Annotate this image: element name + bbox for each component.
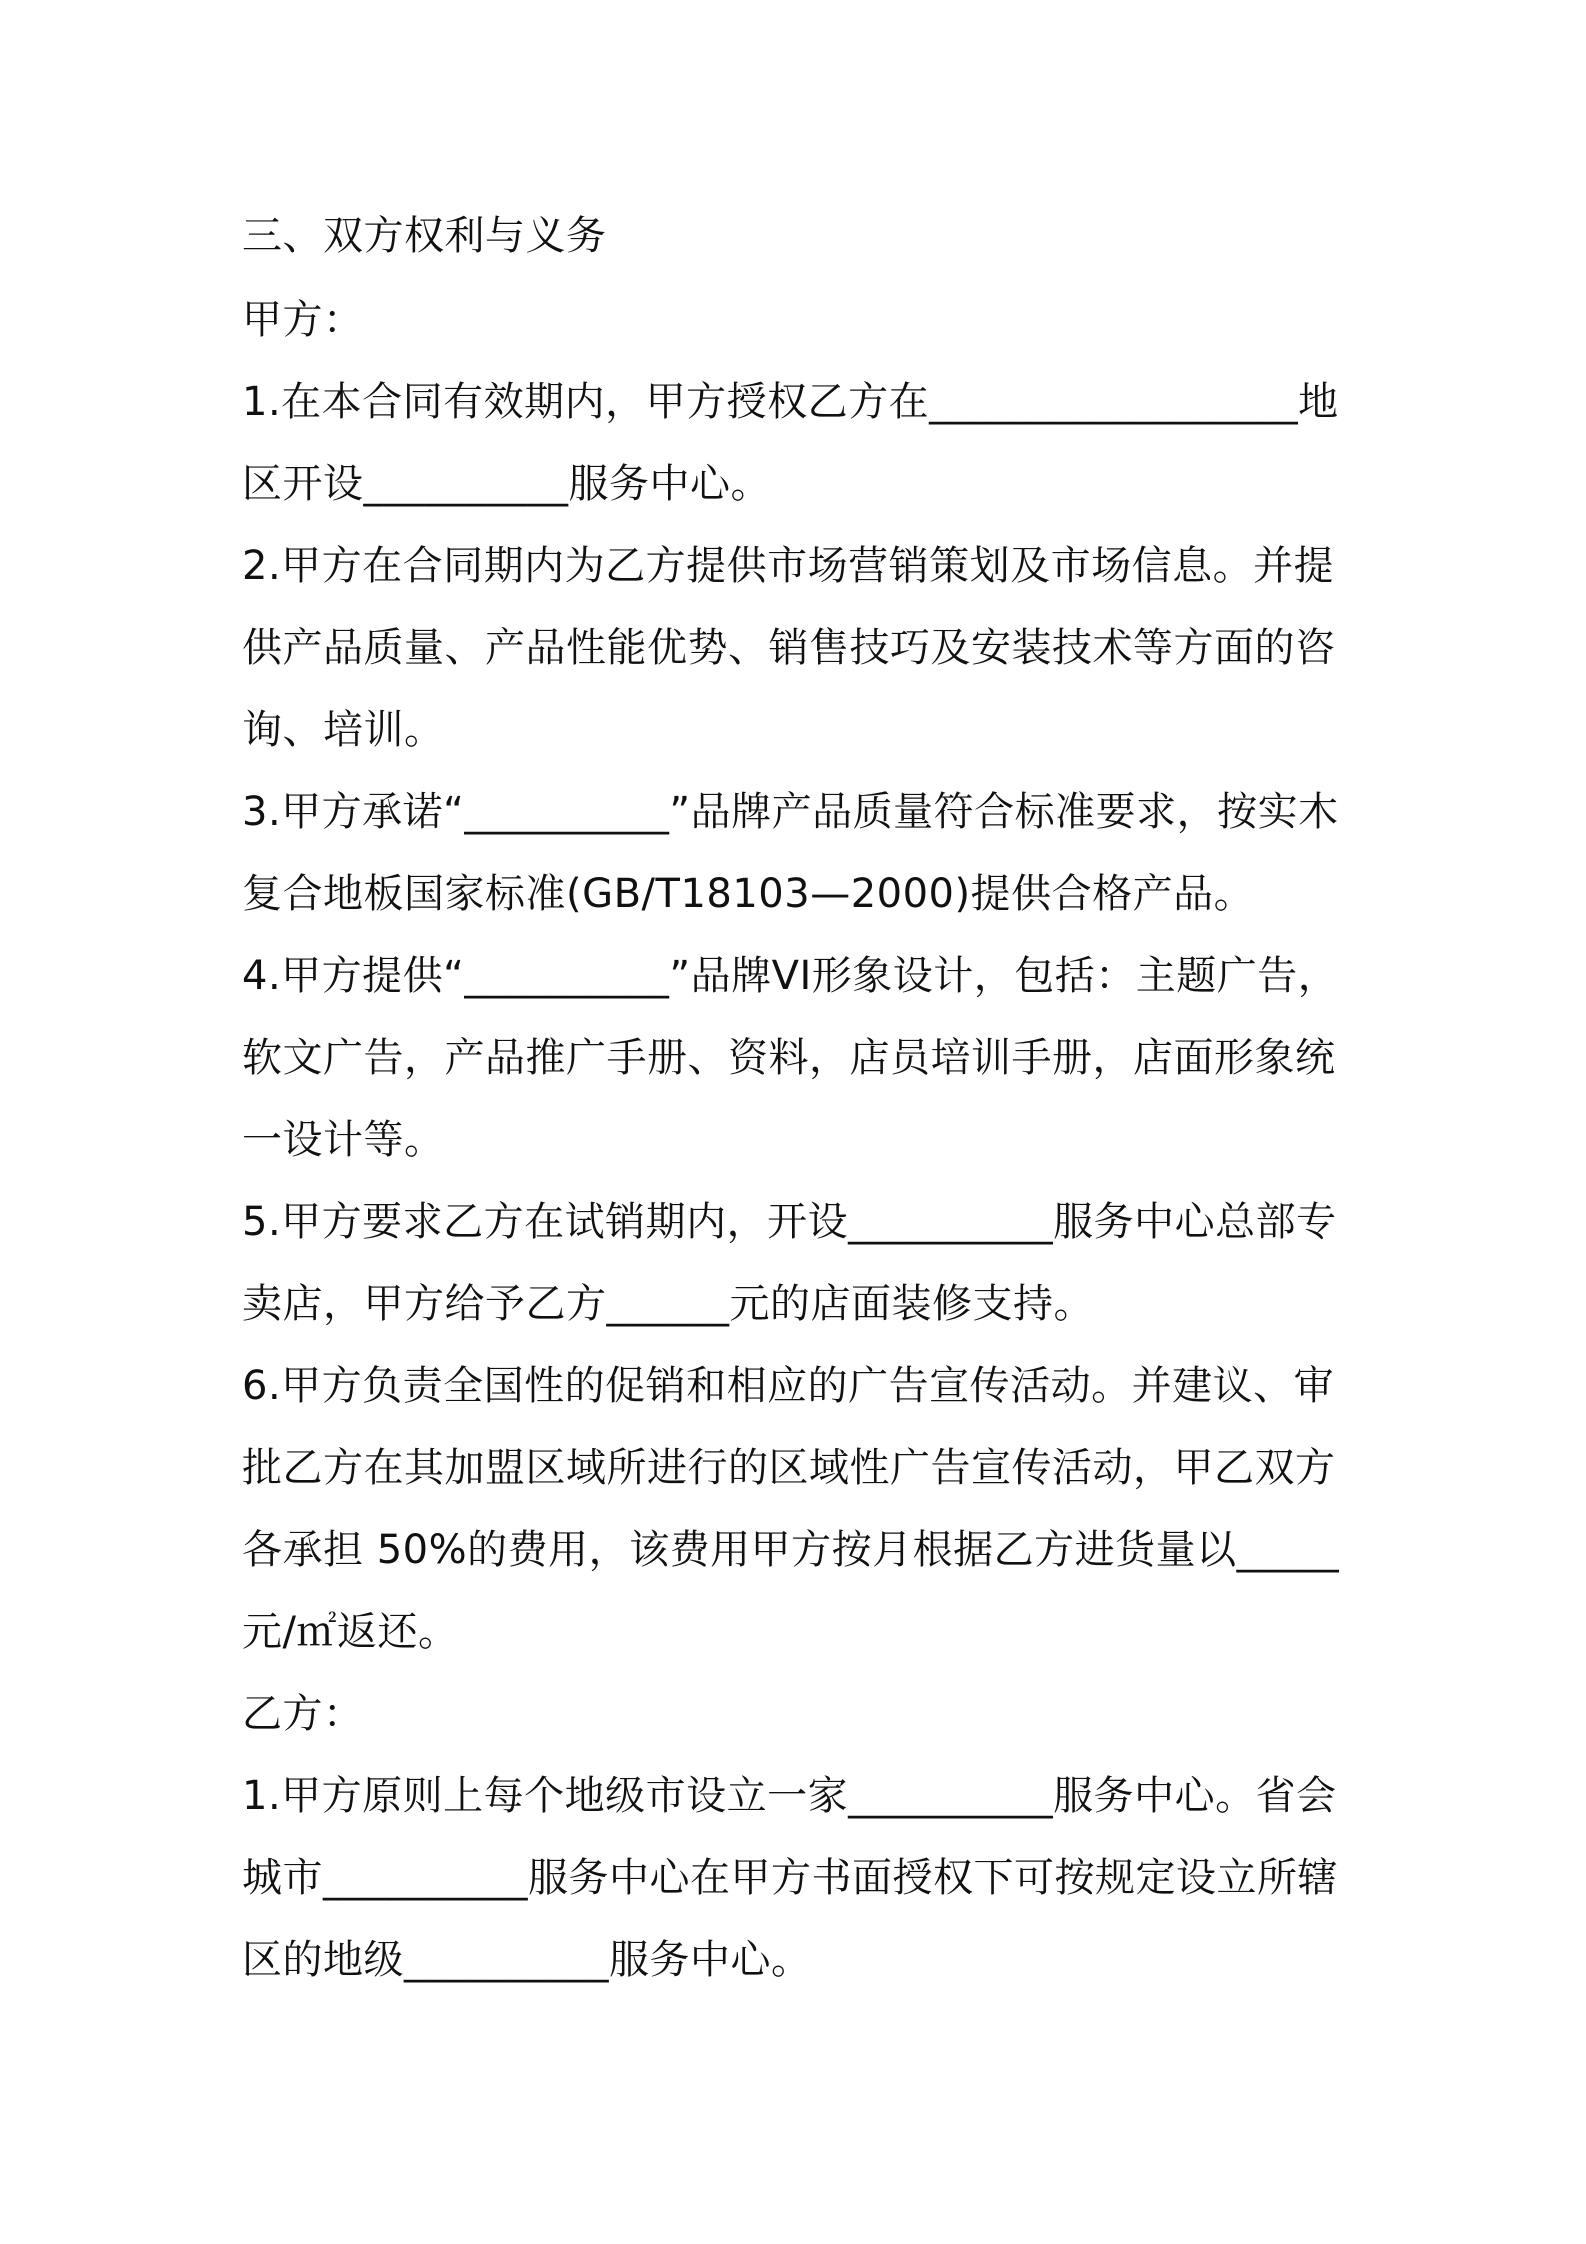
party-a-clause-6: 6.甲方负责全国性的促销和相应的广告宣传活动。并建议、审批乙方在其加盟区域所进行的区域性广告宣传活动，甲乙双方各承担 50%的费用，该费用甲方按月根据乙方进货量以_____元/㎡返还。: [242, 1363, 1340, 1655]
party-a-clause-1: 1.在本合同有效期内，甲方授权乙方在__________________地区开设__________服务中心。: [242, 379, 1339, 507]
party-a-label: 甲方：: [242, 297, 364, 343]
party-a-clause-4: 4.甲方提供“__________”品牌VI形象设计，包括：主题广告，软文广告，产品推广手册、资料，店员培训手册，店面形象统一设计等。: [242, 953, 1339, 1163]
party-b-label: 乙方：: [242, 1691, 364, 1737]
document-body: [242, 195, 1352, 2001]
party-a-clause-5: 5.甲方要求乙方在试销期内，开设__________服务中心总部专卖店，甲方给予乙方______元的店面装修支持。: [242, 1199, 1337, 1327]
section-title: 三、双方权利与义务: [242, 213, 607, 259]
party-a-clause-3: 3.甲方承诺“__________”品牌产品质量符合标准要求，按实木复合地板国家标准(GB/T18103—2000)提供合格产品。: [242, 789, 1339, 917]
party-a-clause-2: 2.甲方在合同期内为乙方提供市场营销策划及市场信息。并提供产品质量、产品性能优势、销售技巧及安装技术等方面的咨询、培训。: [242, 543, 1336, 753]
party-b-clause-1: 1.甲方原则上每个地级市设立一家__________服务中心。省会城市__________服务中心在甲方书面授权下可按规定设立所辖区的地级__________服务中心。: [242, 1773, 1338, 1983]
